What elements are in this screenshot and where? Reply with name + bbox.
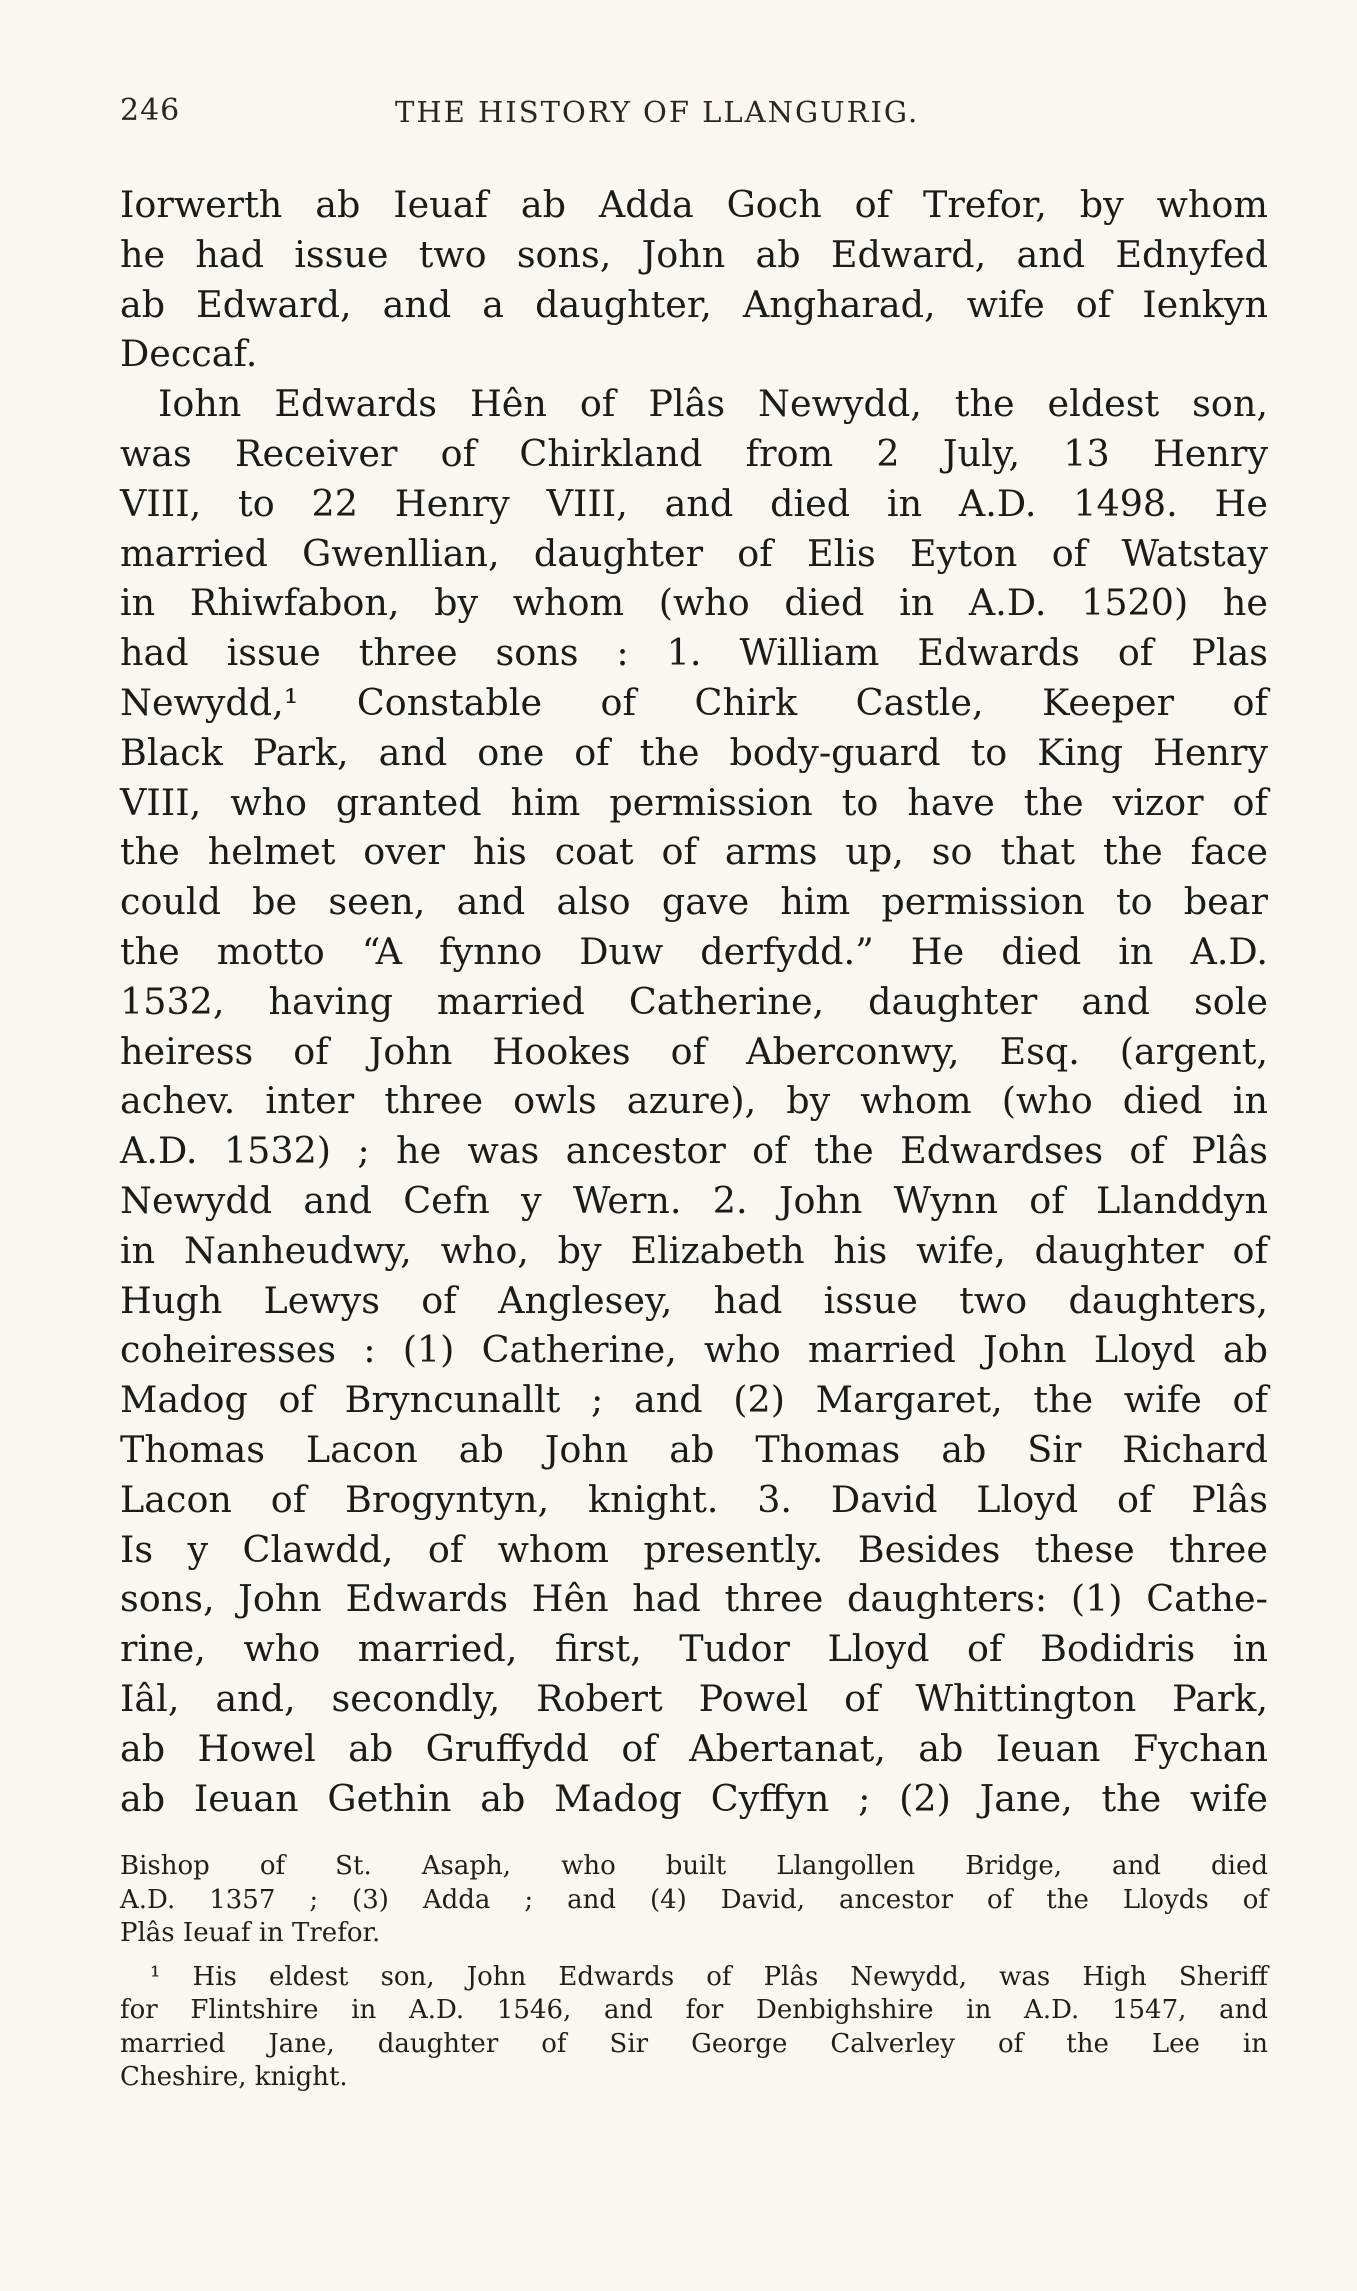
text-line: Newydd and Cefn y Wern. 2. John Wynn of Llanddyn bbox=[120, 1178, 1268, 1222]
text-line: Iorwerth ab Ieuaf ab Adda Goch of Trefor, by whom bbox=[120, 183, 1268, 226]
text-line: could be seen, and also gave him permission to bear bbox=[120, 880, 1268, 924]
text-line: married Gwenllian, daughter of Elis Eyton of Watstay bbox=[120, 531, 1268, 575]
text-line: sons, John Edwards Hên had three daughters: (1) Cathe- bbox=[120, 1577, 1268, 1621]
text-line: was Receiver of Chirkland from 2 July, 13 Henry bbox=[120, 431, 1268, 475]
footnote-1-line: Cheshire, knight. bbox=[120, 2062, 348, 2092]
text-line: VIII, to 22 Henry VIII, and died in A.D. 1498. He bbox=[120, 481, 1268, 525]
footnotes bbox=[120, 1850, 1268, 2095]
text-line: the helmet over his coat of arms up, so that the face bbox=[120, 830, 1268, 874]
text-line: in Nanheudwy, who, by Elizabeth his wife, daughter of bbox=[120, 1228, 1268, 1272]
text-line: in Rhiwfabon, by whom (who died in A.D. 1520) he bbox=[120, 581, 1268, 625]
text-line: 1532, having married Catherine, daughter and sole bbox=[120, 979, 1268, 1023]
text-line: had issue three sons : 1. William Edwards of Plas bbox=[120, 631, 1268, 675]
text-line: Thomas Lacon ab John ab Thomas ab Sir Richard bbox=[120, 1427, 1268, 1471]
text-line: Deccaf. bbox=[120, 332, 258, 376]
page-number: 246 bbox=[120, 93, 181, 128]
text-line: Lacon of Brogyntyn, knight. 3. David Lloyd of Plâs bbox=[120, 1477, 1268, 1521]
text-line: coheiresses : (1) Catherine, who married John Lloyd ab bbox=[120, 1328, 1268, 1372]
text-line: Iohn Edwards Hên of Plâs Newydd, the eldest son, bbox=[158, 382, 1268, 426]
footnote-continuation-line: A.D. 1357 ; (3) Adda ; and (4) David, ancestor of the Lloyds of bbox=[120, 1884, 1268, 1915]
footnote-continuation-line: Plâs Ieuaf in Trefor. bbox=[120, 1918, 381, 1948]
text-line: VIII, who granted him permission to have the vizor of bbox=[120, 780, 1268, 824]
text-line: ab Howel ab Gruffydd of Abertanat, ab Ieuan Fychan bbox=[120, 1726, 1268, 1770]
text-line: ab Ieuan Gethin ab Madog Cyffyn ; (2) Jane, the wife bbox=[120, 1776, 1268, 1820]
text-line: ab Edward, and a daughter, Angharad, wife of Ienkyn bbox=[120, 282, 1268, 326]
footnote-spacer bbox=[120, 1951, 1268, 1961]
text-line: Black Park, and one of the body-guard to King Henry bbox=[120, 730, 1268, 774]
text-line: Is y Clawdd, of whom presently. Besides these three bbox=[120, 1527, 1268, 1571]
text-line: A.D. 1532) ; he was ancestor of the Edwardses of Plâs bbox=[120, 1129, 1268, 1173]
page-header bbox=[120, 93, 1270, 133]
text-line: achev. inter three owls azure), by whom (who died in bbox=[120, 1079, 1268, 1123]
text-line: Hugh Lewys of Anglesey, had issue two daughters, bbox=[120, 1278, 1268, 1322]
running-title: THE HISTORY OF LLANGURIG. bbox=[395, 95, 920, 129]
text-line: he had issue two sons, John ab Edward, and Ednyfed bbox=[120, 232, 1268, 276]
footnote-continuation-line: Bishop of St. Asaph, who built Llangollen Bridge, and died bbox=[120, 1851, 1268, 1881]
footnote-1-line: ¹ His eldest son, John Edwards of Plâs Newydd, was High Sheriff bbox=[150, 1961, 1268, 1992]
footnote-1-line: married Jane, daughter of Sir George Calverley of the Lee in bbox=[120, 2028, 1268, 2059]
text-line: the motto “A fynno Duw derfydd.” He died in A.D. bbox=[120, 929, 1268, 973]
text-line: Madog of Bryncunallt ; and (2) Margaret, the wife of bbox=[120, 1378, 1268, 1422]
footnote-1-line: for Flintshire in A.D. 1546, and for Denbighshire in A.D. 1547, and bbox=[120, 1995, 1268, 2025]
text-line: Newydd,¹ Constable of Chirk Castle, Keeper of bbox=[120, 680, 1268, 724]
body-text bbox=[120, 180, 1268, 1823]
text-line: Iâl, and, secondly, Robert Powel of Whittington Park, bbox=[120, 1676, 1268, 1720]
text-line: heiress of John Hookes of Aberconwy, Esq. (argent, bbox=[120, 1029, 1268, 1073]
text-line: rine, who married, first, Tudor Lloyd of Bodidris in bbox=[120, 1627, 1268, 1671]
